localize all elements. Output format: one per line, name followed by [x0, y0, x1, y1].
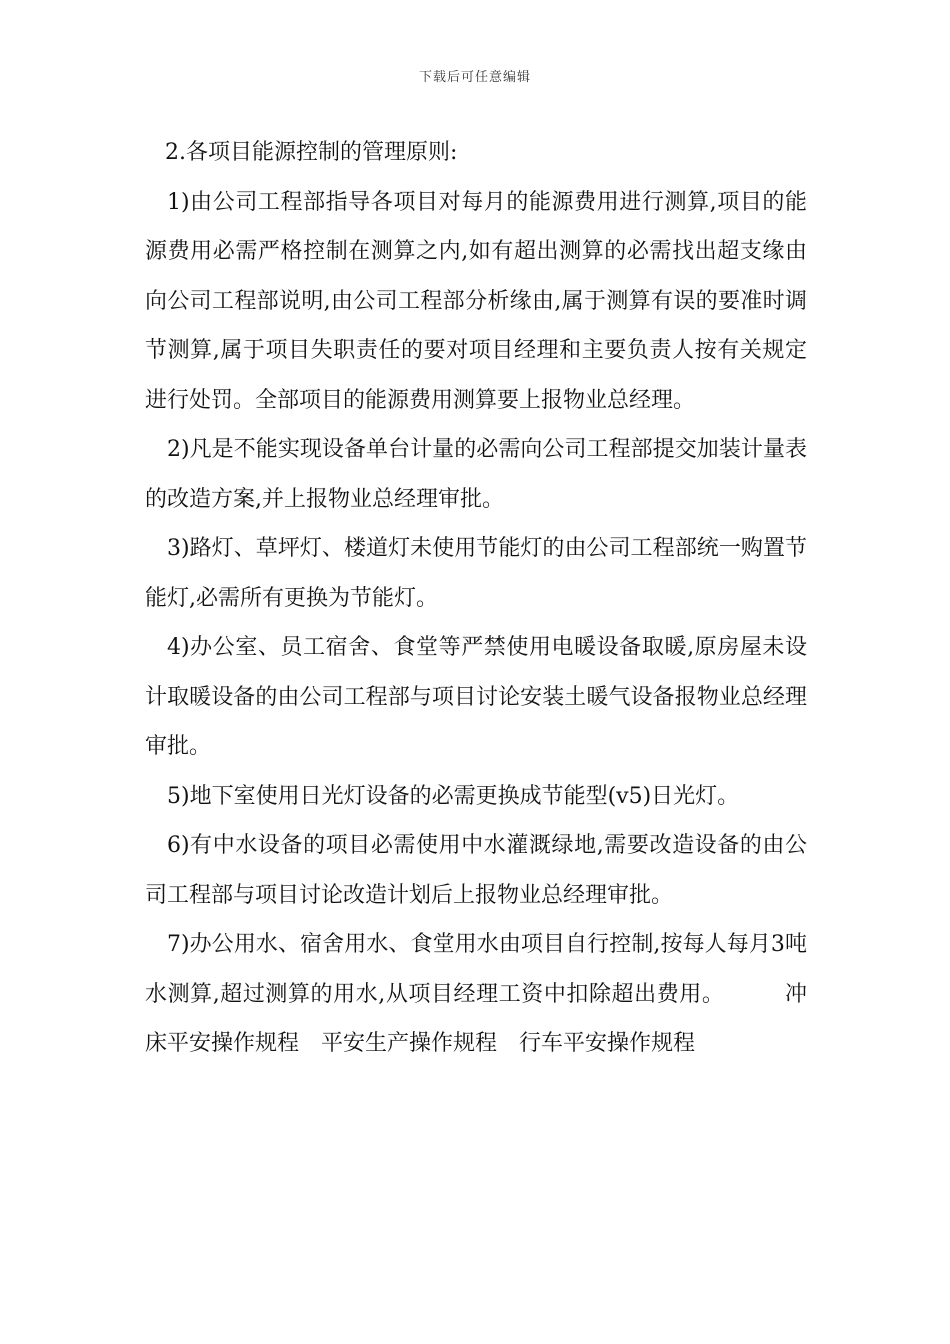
- rule-item-5: 5)地下室使用日光灯设备的必需更换成节能型(v5)日光灯。: [167, 783, 740, 809]
- document-body: [145, 128, 807, 1069]
- rule-item-6: 6)有中水设备的项目必需使用中水灌溉绿地,需要改造设备的由公司工程部与项目讨论改造计划后上报物业总经理审批。: [145, 833, 807, 908]
- page-header: 下载后可任意编辑: [418, 70, 531, 85]
- related-link-3[interactable]: 行车平安操作规程: [519, 1031, 696, 1056]
- rule-item-4: 4)办公室、员工宿舍、食堂等严禁使用电暖设备取暖,原房屋未设计取暖设备的由公司工程部与项目讨论安装土暖气设备报物业总经理审批。: [145, 635, 807, 759]
- rule-item-3: 3)路灯、草坪灯、楼道灯未使用节能灯的由公司工程部统一购置节能灯,必需所有更换为节能灯。: [145, 536, 807, 611]
- section-title: 2.各项目能源控制的管理原则:: [165, 140, 458, 165]
- related-link-2[interactable]: 平安生产操作规程: [321, 1031, 498, 1056]
- rule-item-7: [145, 920, 807, 1069]
- related-link-1[interactable]: 冲床平安操作规程: [145, 981, 807, 1056]
- rule-item-2: 2)凡是不能实现设备单台计量的必需向公司工程部提交加装计量表的改造方案,并上报物业总经理审批。: [145, 437, 807, 512]
- rule-item-1: 1)由公司工程部指导各项目对每月的能源费用进行测算,项目的能源费用必需严格控制在测算之内,如有超出测算的必需找出超支缘由向公司工程部说明,由公司工程部分析缘由,属于测算有误的要准时调节测算,属于项目失职责任的要对项目经理和主要负责人按有关规定进行处罚。全部项目的能源费用测算要上报物业总经理。: [145, 189, 807, 413]
- rule-item-7-text: 7)办公用水、宿舍用水、食堂用水由项目自行控制,按每人每月3吨水测算,超过测算的用水,从项目经理工资中扣除超出费用。: [145, 932, 807, 1007]
